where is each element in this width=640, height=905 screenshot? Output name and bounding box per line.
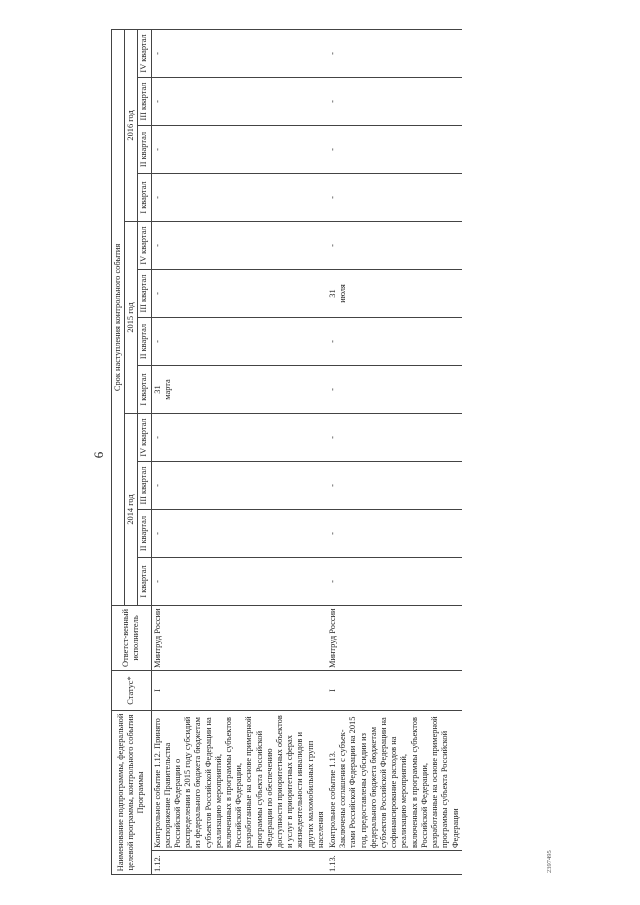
table-row [151, 29, 327, 874]
quarter-cell [151, 174, 327, 222]
header-quarter: I квартал [138, 174, 151, 222]
quarter-cell [327, 510, 462, 558]
header-quarter: III квартал [138, 78, 151, 126]
quarter-cell [327, 222, 462, 270]
page-number: 6 [91, 451, 106, 459]
quarter-value: - [152, 484, 162, 487]
row-status: I [327, 671, 462, 711]
quarter-value: - [328, 340, 338, 343]
quarter-cell [151, 462, 327, 510]
header-quarter: I квартал [138, 366, 151, 414]
quarter-value: 31 [328, 289, 338, 298]
header-quarter: II квартал [138, 510, 151, 558]
header-quarter: I квартал [138, 558, 151, 606]
quarter-cell [327, 318, 462, 366]
header-quarter: II квартал [138, 126, 151, 174]
quarter-value: - [152, 100, 162, 103]
quarter-value: - [152, 436, 162, 439]
quarter-month: марта [162, 379, 172, 400]
quarter-cell [151, 270, 327, 318]
quarter-cell [327, 558, 462, 606]
quarter-cell [151, 222, 327, 270]
row-responsible: Минтруд России [327, 606, 462, 671]
quarter-value: - [328, 100, 338, 103]
quarter-value: - [328, 52, 338, 55]
quarter-value: - [328, 244, 338, 247]
quarter-value: - [328, 436, 338, 439]
control-events-table [111, 29, 462, 875]
quarter-cell [151, 558, 327, 606]
quarter-cell [327, 29, 462, 77]
quarter-value: - [328, 196, 338, 199]
quarter-cell [327, 462, 462, 510]
row-number: 1.13. [327, 851, 462, 875]
quarter-value: - [152, 580, 162, 583]
row-event-name: Контрольное событие 1.13. Заключены соглашения с субъек-тами Российской Федерации на 2015 год, предоставлены субсидии из федерального бюджета бюджетам субъектов Российской Федерации на софинансирование расходов на реализацию мероприятий, включенных в программы субъектов Российской Федерации, разработанные на основе примерной программы субъекта Российской Федерации [327, 711, 462, 851]
header-year-2015: 2015 год [125, 222, 138, 414]
quarter-cell [151, 78, 327, 126]
header-quarter: IV квартал [138, 414, 151, 462]
header-year-2016: 2016 год [125, 29, 138, 221]
header-name-column: Наименование подпрограммы, федеральной целевой программы, контрольного события Программы [112, 711, 152, 875]
quarter-cell [151, 414, 327, 462]
header-quarter: III квартал [138, 462, 151, 510]
quarter-value: - [152, 244, 162, 247]
quarter-value: - [152, 340, 162, 343]
row-responsible: Минтруд России [151, 606, 327, 671]
row-event-name: Контрольное событие 1.12. Принято распоряжение Правительства Российской Федерации о распределении в 2015 году субсидий из федерального бюджета бюджетам субъектов Российской Федерации на реализацию мероприятий, включенных в программы субъектов Российской Федерации, разработанные на основе примерной программы субъекта Российской Федерации по обеспечению доступности приоритетных объектов и услуг в приоритетных сферах жизнедеятельности инвалидов и других маломобильных групп населения [151, 711, 327, 851]
rotated-document-page [85, 30, 555, 875]
quarter-cell [327, 414, 462, 462]
header-deadline-group: Срок наступления контрольного события [112, 29, 125, 605]
quarter-cell [327, 126, 462, 174]
header-responsible-column: Ответст-венный исполнитель [112, 606, 152, 671]
quarter-value: - [328, 388, 338, 391]
header-year-2014: 2014 год [125, 414, 138, 606]
quarter-cell [151, 510, 327, 558]
header-quarter: IV квартал [138, 29, 151, 77]
quarter-cell [327, 78, 462, 126]
quarter-value: - [328, 532, 338, 535]
quarter-cell [151, 318, 327, 366]
header-status-column: Статус* [112, 671, 152, 711]
table-row [327, 29, 462, 874]
header-quarter: IV квартал [138, 222, 151, 270]
document-code: 2397495 [546, 850, 553, 873]
quarter-value: - [328, 580, 338, 583]
quarter-month: июля [338, 284, 348, 303]
quarter-value: 31 [152, 385, 162, 394]
quarter-value: - [152, 532, 162, 535]
quarter-cell [327, 270, 462, 318]
header-quarter: II квартал [138, 318, 151, 366]
quarter-value: - [152, 196, 162, 199]
quarter-value: - [152, 148, 162, 151]
row-status: I [151, 671, 327, 711]
row-number: 1.12. [151, 851, 327, 875]
quarter-value: - [152, 52, 162, 55]
quarter-cell [327, 366, 462, 414]
quarter-cell [151, 126, 327, 174]
quarter-cell [327, 174, 462, 222]
quarter-value: - [328, 148, 338, 151]
quarter-cell [151, 366, 327, 414]
quarter-value: - [152, 292, 162, 295]
quarter-value: - [328, 484, 338, 487]
quarter-cell [151, 29, 327, 77]
header-quarter: III квартал [138, 270, 151, 318]
